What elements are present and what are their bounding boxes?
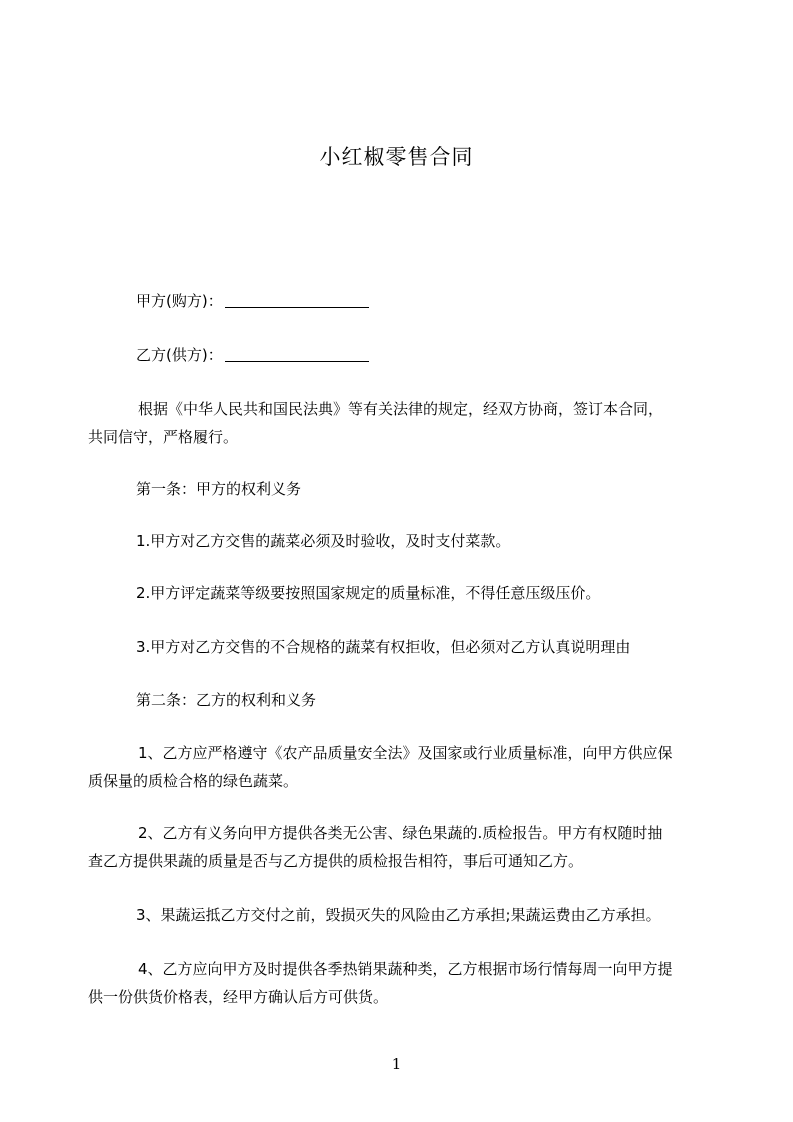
party-b-blank[interactable] [225, 346, 369, 362]
article2-item-line: 4、乙方应向甲方及时提供各季热销果蔬种类，乙方根据市场行情每周一向甲方提 [138, 960, 673, 978]
page-number: 1 [391, 1055, 402, 1073]
article1-item: 3.甲方对乙方交售的不合规格的蔬菜有权拒收，但必须对乙方认真说明理由 [136, 638, 631, 656]
party-a-label: 甲方(购方)： [136, 292, 223, 310]
article2-item-line: 1、乙方应严格遵守《农产品质量安全法》及国家或行业质量标准，向甲方供应保 [138, 744, 673, 762]
document-title: 小红椒零售合同 [319, 145, 474, 169]
article2-item-line: 查乙方提供果蔬的质量是否与乙方提供的质检报告相符，事后可通知乙方。 [88, 852, 584, 870]
article2-heading: 第二条：乙方的权利和义务 [136, 691, 317, 709]
intro-line-1: 根据《中华人民共和国民法典》等有关法律的规定，经双方协商，签订本合同， [138, 400, 664, 418]
article2-item-line: 供一份供货价格表，经甲方确认后方可供货。 [88, 988, 389, 1006]
article2-item-line: 3、果蔬运抵乙方交付之前，毁损灭失的风险由乙方承担;果蔬运费由乙方承担。 [136, 906, 661, 924]
party-b-label: 乙方(供方)： [136, 346, 223, 364]
article2-item-line: 2、乙方有义务向甲方提供各类无公害、绿色果蔬的.质检报告。甲方有权随时抽 [138, 824, 663, 842]
article2-item-line: 质保量的质检合格的绿色蔬菜。 [88, 772, 299, 790]
party-a-blank[interactable] [225, 292, 369, 308]
party-a-line [136, 286, 369, 316]
article1-item: 1.甲方对乙方交售的蔬菜必须及时验收，及时支付菜款。 [136, 532, 511, 550]
party-b-line [136, 340, 369, 370]
intro-line-2: 共同信守，严格履行。 [88, 428, 239, 446]
article1-heading: 第一条：甲方的权利义务 [136, 480, 302, 498]
article1-item: 2.甲方评定蔬菜等级要按照国家规定的质量标准，不得任意压级压价。 [136, 584, 601, 602]
